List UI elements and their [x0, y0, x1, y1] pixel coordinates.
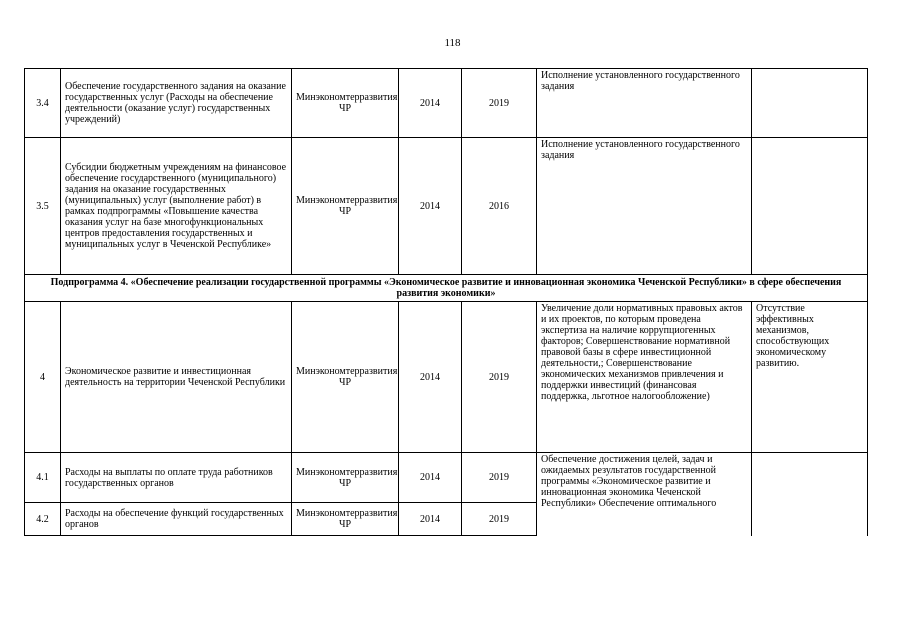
row-number: 4.2 — [25, 503, 61, 536]
consequence: Отсутствие эффективных механизмов, способствующих экономическому развитию. — [752, 302, 868, 453]
end-year: 2016 — [462, 138, 537, 275]
end-year: 2019 — [462, 69, 537, 138]
consequence — [752, 138, 868, 275]
start-year: 2014 — [399, 138, 462, 275]
activity-name: Обеспечение государственного задания на оказание государственных услуг (Расходы на обеспечение деятельности (оказание услуг) государственных учреждений) — [61, 69, 292, 138]
executor: Минэкономтерразвития ЧР — [292, 302, 399, 453]
row-number: 4 — [25, 302, 61, 453]
consequence — [752, 453, 868, 536]
table-row — [25, 69, 868, 138]
executor: Минэкономтерразвития ЧР — [292, 138, 399, 275]
expected-result: Обеспечение достижения целей, задач и ожидаемых результатов государственной программы «Экономическое развитие и инновационная экономика Чеченской Республики» Обеспечение оптимального — [537, 453, 752, 536]
table-row — [25, 453, 868, 503]
activity-name: Субсидии бюджетным учреждениям на финансовое обеспечение государственного (муниципального) задания на оказание государственных (муниципальных) услуг (выполнение работ) в рамках подпрограммы «Повышение качества оказания услуг на базе многофункциональных центров предоставления государственных и муниципальных услуг в Чеченской Республике» — [61, 138, 292, 275]
expected-result: Исполнение установленного государственного задания — [537, 69, 752, 138]
executor: Минэкономтерразвития ЧР — [292, 69, 399, 138]
expected-result: Увеличение доли нормативных правовых актов и их проектов, по которым проведена экспертиза на наличие коррупциогенных факторов; Совершенствование нормативной правовой базы в сфере инвестиционной деятельности,; Совершенствование экономических механизмов привлечения и поддержки инвестиций (финансовая поддержка, льготное налогообложение) — [537, 302, 752, 453]
subprogram-header-row — [25, 275, 868, 302]
table-row — [25, 302, 868, 453]
row-number: 3.4 — [25, 69, 61, 138]
table-row — [25, 138, 868, 275]
executor: Минэкономтерразвития ЧР — [292, 453, 399, 503]
subprogram-title: Подпрограмма 4. «Обеспечение реализации государственной программы «Экономическое развитие и инновационная экономика Чеченской Республики» в сфере обеспечения развития экономики» — [25, 275, 868, 302]
end-year: 2019 — [462, 302, 537, 453]
expected-result: Исполнение установленного государственного задания — [537, 138, 752, 275]
executor: Минэкономтерразвития ЧР — [292, 503, 399, 536]
end-year: 2019 — [462, 453, 537, 503]
activity-name: Расходы на выплаты по оплате труда работников государственных органов — [61, 453, 292, 503]
row-number: 3.5 — [25, 138, 61, 275]
end-year: 2019 — [462, 503, 537, 536]
activity-name: Экономическое развитие и инвестиционная деятельность на территории Чеченской Республики — [61, 302, 292, 453]
activity-name: Расходы на обеспечение функций государственных органов — [61, 503, 292, 536]
program-activities-table — [24, 68, 868, 536]
start-year: 2014 — [399, 302, 462, 453]
consequence — [752, 69, 868, 138]
row-number: 4.1 — [25, 453, 61, 503]
start-year: 2014 — [399, 453, 462, 503]
page-number: 118 — [444, 37, 461, 49]
start-year: 2014 — [399, 69, 462, 138]
start-year: 2014 — [399, 503, 462, 536]
